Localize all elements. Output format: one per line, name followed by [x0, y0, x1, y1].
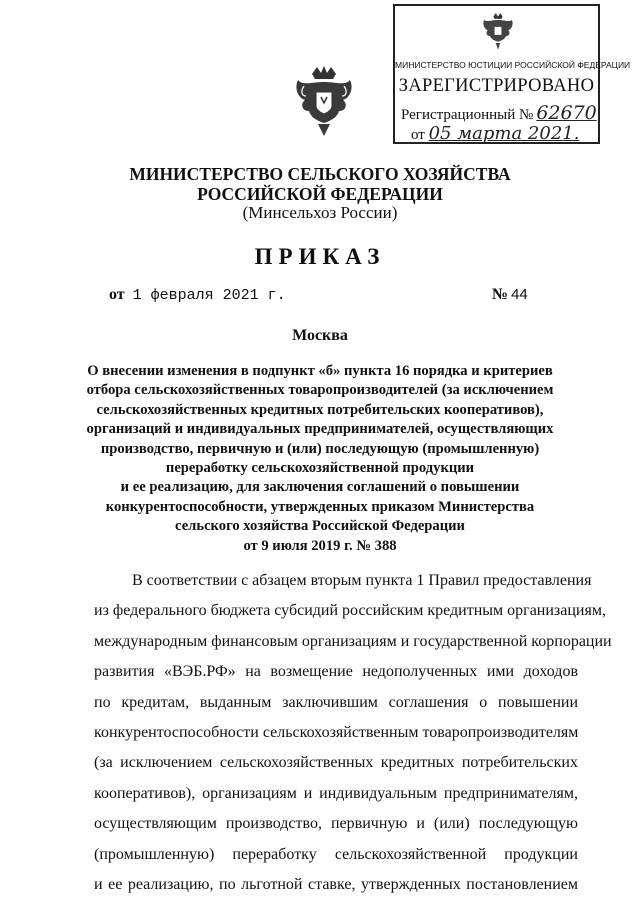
body-line: международным финансовым организациям и государственной корпорации [94, 632, 612, 650]
order-number-row [492, 286, 528, 304]
ministry-name-line2: РОССИЙСКОЙ ФЕДЕРАЦИИ [197, 184, 443, 204]
stamp-date-value: 05 марта 2021. [428, 123, 580, 144]
stamp-regnum-value: 62670 [536, 102, 597, 124]
coat-of-arms-icon [294, 64, 354, 138]
heading-line: сельскохозяйственных кредитных потребительских кооперативов), [96, 401, 544, 418]
heading-line: О внесении изменения в подпункт «б» пункта 16 порядка и критериев [87, 363, 553, 379]
heading-line: организаций и индивидуальных предпринимателей, осуществляющих [86, 421, 554, 438]
stamp-regnum-label: Регистрационный № [401, 107, 534, 123]
order-date-prefix: от [109, 286, 125, 303]
ministry-name-line1: МИНИСТЕРСТВО СЕЛЬСКОГО ХОЗЯЙСТВА [129, 164, 511, 184]
body-line: и ее реализацию, по льготной ставке, утвержденных постановлением [94, 875, 578, 893]
body-line: развития «ВЭБ.РФ» на возмещение недополученных ими доходов [94, 663, 578, 681]
body-line: В соответствии с абзацем вторым пункта 1 Правил предоставления [132, 572, 592, 589]
heading-line: сельского хозяйства Российской Федерации [175, 518, 465, 535]
stamp-date-row [411, 123, 579, 144]
body-line: (за исключением сельскохозяйственных кредитных потребительских [94, 754, 578, 772]
heading-line: и ее реализацию, для заключения соглашений о повышении [120, 479, 520, 496]
order-heading [0, 362, 640, 556]
stamp-registration-number-row [401, 102, 597, 124]
body-line: (промышленную) переработку сельскохозяйственной продукции [94, 845, 578, 863]
ministry-short-name: (Минсельхоз России) [242, 203, 398, 222]
heading-line: переработку сельскохозяйственной продукции [165, 460, 475, 477]
order-city: Москва [292, 327, 348, 344]
body-line: конкурентоспособности сельскохозяйственным товаропроизводителям [94, 723, 579, 741]
body-line: осуществляющим производство, первичную и (или) последующую [94, 815, 578, 833]
heading-line: конкурентоспособности, утвержденных приказом Министерства [105, 498, 535, 515]
order-date-row [109, 286, 286, 304]
body-line: кооперативов), организациям и индивидуальным предпринимателям, [94, 784, 578, 802]
stamp-ministry-name: МИНИСТЕРСТВО ЮСТИЦИИ РОССИЙСКОЙ ФЕДЕРАЦИИ [395, 60, 631, 70]
body-paragraph [94, 566, 612, 900]
heading-line: отбора сельскохозяйственных товаропроизводителей (за исключением [86, 382, 554, 399]
body-line: из федерального бюджета субсидий российским кредитным организациям, [94, 602, 606, 620]
heading-line: производство, первичную и (или) последующую (промышленную) [100, 440, 540, 457]
registration-stamp [393, 4, 631, 144]
heading-line: от 9 июля 2019 г. № 388 [243, 537, 397, 554]
order-title: ПРИКАЗ [254, 244, 386, 269]
double-headed-eagle-icon [480, 12, 516, 52]
order-date-value: 1 февраля 2021 г. [132, 287, 286, 304]
body-line: по кредитам, выданным заключившим соглашения о повышении [94, 693, 578, 711]
stamp-date-prefix: от [411, 127, 425, 143]
stamp-registered-label: ЗАРЕГИСТРИРОВАНО [398, 76, 595, 96]
order-number-sign: № [492, 286, 509, 303]
order-number-value: 44 [511, 286, 528, 303]
